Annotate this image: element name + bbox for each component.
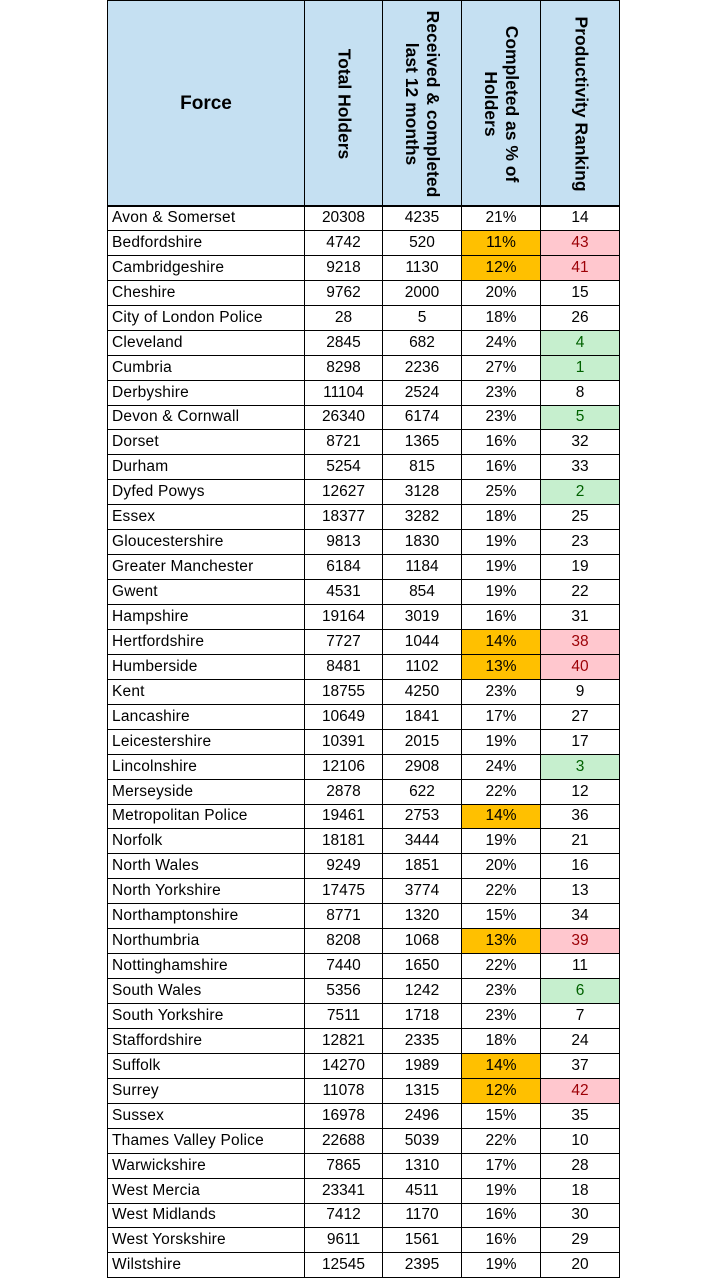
completed-pct-cell[interactable]: 11% (461, 231, 540, 255)
received-completed-cell[interactable]: 1841 (382, 705, 461, 729)
received-completed-cell[interactable]: 1044 (382, 630, 461, 654)
completed-pct-cell[interactable]: 19% (461, 530, 540, 554)
force-cell[interactable]: Devon & Cornwall (107, 406, 304, 430)
total-holders-cell[interactable]: 10649 (304, 705, 382, 729)
received-completed-cell[interactable]: 1989 (382, 1054, 461, 1078)
productivity-ranking-cell[interactable]: 25 (540, 505, 620, 529)
total-holders-cell[interactable]: 26340 (304, 406, 382, 430)
received-completed-cell[interactable]: 5039 (382, 1129, 461, 1153)
completed-pct-cell[interactable]: 23% (461, 680, 540, 704)
total-holders-cell[interactable]: 7440 (304, 954, 382, 978)
total-holders-cell[interactable]: 7865 (304, 1154, 382, 1178)
force-cell[interactable]: Thames Valley Police (107, 1129, 304, 1153)
table-row (107, 954, 620, 979)
header-completed-pct[interactable] (462, 1, 541, 207)
table-row (107, 1029, 620, 1054)
completed-pct-cell[interactable]: 12% (461, 1079, 540, 1103)
table-row (107, 206, 620, 231)
received-completed-cell[interactable]: 2335 (382, 1029, 461, 1053)
table-row (107, 755, 620, 780)
productivity-ranking-cell[interactable]: 17 (540, 730, 620, 754)
completed-pct-cell[interactable]: 21% (461, 207, 540, 230)
table-row (107, 630, 620, 655)
force-cell[interactable]: Humberside (107, 655, 304, 679)
productivity-ranking-cell[interactable]: 18 (540, 1179, 620, 1203)
completed-pct-cell[interactable]: 19% (461, 1253, 540, 1277)
productivity-ranking-cell[interactable]: 22 (540, 580, 620, 604)
table-row (107, 1004, 620, 1029)
force-cell[interactable]: Dorset (107, 430, 304, 454)
received-completed-cell[interactable]: 6174 (382, 406, 461, 430)
received-completed-cell[interactable]: 4250 (382, 680, 461, 704)
force-cell[interactable]: Nottinghamshire (107, 954, 304, 978)
total-holders-cell[interactable]: 5356 (304, 979, 382, 1003)
table-row (107, 430, 620, 455)
received-completed-cell[interactable]: 1310 (382, 1154, 461, 1178)
total-holders-cell[interactable]: 19164 (304, 605, 382, 629)
completed-pct-cell[interactable]: 23% (461, 979, 540, 1003)
completed-pct-cell[interactable]: 16% (461, 1204, 540, 1228)
force-cell[interactable]: Greater Manchester (107, 555, 304, 579)
received-completed-cell[interactable]: 622 (382, 780, 461, 804)
received-completed-cell[interactable]: 2496 (382, 1104, 461, 1128)
productivity-ranking-cell[interactable]: 34 (540, 904, 620, 928)
total-holders-cell[interactable]: 11078 (304, 1079, 382, 1103)
completed-pct-cell[interactable]: 16% (461, 455, 540, 479)
total-holders-cell[interactable]: 22688 (304, 1129, 382, 1153)
total-holders-cell[interactable]: 4742 (304, 231, 382, 255)
total-holders-cell[interactable]: 16978 (304, 1104, 382, 1128)
productivity-ranking-cell[interactable]: 38 (540, 630, 620, 654)
total-holders-cell[interactable]: 9813 (304, 530, 382, 554)
total-holders-cell[interactable]: 18377 (304, 505, 382, 529)
table-row (107, 1129, 620, 1154)
force-cell[interactable]: West Midlands (107, 1204, 304, 1228)
received-completed-cell[interactable]: 1320 (382, 904, 461, 928)
force-cell[interactable]: Gwent (107, 580, 304, 604)
force-cell[interactable]: Staffordshire (107, 1029, 304, 1053)
completed-pct-cell[interactable]: 16% (461, 430, 540, 454)
header-productivity-ranking[interactable] (541, 1, 621, 207)
received-completed-cell[interactable]: 1102 (382, 655, 461, 679)
force-cell[interactable]: Leicestershire (107, 730, 304, 754)
force-cell[interactable]: Hertfordshire (107, 630, 304, 654)
received-completed-cell[interactable]: 4235 (382, 207, 461, 230)
productivity-ranking-cell[interactable]: 27 (540, 705, 620, 729)
received-completed-cell[interactable]: 1242 (382, 979, 461, 1003)
total-holders-cell[interactable]: 19461 (304, 805, 382, 829)
table-row (107, 1079, 620, 1104)
table-row (107, 979, 620, 1004)
total-holders-cell[interactable]: 9218 (304, 256, 382, 280)
received-completed-cell[interactable]: 1184 (382, 555, 461, 579)
received-completed-cell[interactable]: 3444 (382, 829, 461, 853)
table-body (107, 206, 620, 1278)
completed-pct-cell[interactable]: 25% (461, 480, 540, 504)
received-completed-cell[interactable]: 2753 (382, 805, 461, 829)
completed-pct-cell[interactable]: 27% (461, 356, 540, 380)
total-holders-cell[interactable]: 8208 (304, 929, 382, 953)
completed-pct-cell[interactable]: 15% (461, 904, 540, 928)
total-holders-cell[interactable]: 9611 (304, 1228, 382, 1252)
force-cell[interactable]: Suffolk (107, 1054, 304, 1078)
total-holders-cell[interactable]: 8481 (304, 655, 382, 679)
table-row (107, 605, 620, 630)
productivity-ranking-cell[interactable]: 40 (540, 655, 620, 679)
force-cell[interactable]: Kent (107, 680, 304, 704)
total-holders-cell[interactable]: 9762 (304, 281, 382, 305)
productivity-ranking-cell[interactable]: 39 (540, 929, 620, 953)
productivity-ranking-cell[interactable]: 28 (540, 1154, 620, 1178)
force-cell[interactable]: North Yorkshire (107, 879, 304, 903)
productivity-ranking-cell[interactable]: 6 (540, 979, 620, 1003)
completed-pct-cell[interactable]: 14% (461, 630, 540, 654)
completed-pct-cell[interactable]: 22% (461, 879, 540, 903)
productivity-ranking-cell[interactable]: 3 (540, 755, 620, 779)
completed-pct-cell[interactable]: 12% (461, 256, 540, 280)
total-holders-cell[interactable]: 2845 (304, 331, 382, 355)
completed-pct-cell[interactable]: 18% (461, 306, 540, 330)
table-row (107, 1253, 620, 1278)
completed-pct-cell[interactable]: 14% (461, 805, 540, 829)
total-holders-cell[interactable]: 23341 (304, 1179, 382, 1203)
received-completed-cell[interactable]: 5 (382, 306, 461, 330)
productivity-ranking-cell[interactable]: 21 (540, 829, 620, 853)
table-row (107, 306, 620, 331)
table-header (107, 0, 620, 206)
header-received-completed-label: Received & completed last 12 months (402, 10, 443, 198)
completed-pct-cell[interactable]: 18% (461, 1029, 540, 1053)
header-completed-pct-label: Completed as % of Holders (481, 25, 522, 183)
force-cell[interactable]: Cleveland (107, 331, 304, 355)
header-productivity-ranking-label: Productivity Ranking (571, 16, 592, 192)
total-holders-cell[interactable]: 8721 (304, 430, 382, 454)
productivity-ranking-cell[interactable]: 24 (540, 1029, 620, 1053)
force-cell[interactable]: Sussex (107, 1104, 304, 1128)
table-row (107, 655, 620, 680)
completed-pct-cell[interactable]: 24% (461, 755, 540, 779)
total-holders-cell[interactable]: 17475 (304, 879, 382, 903)
force-cell[interactable]: Bedfordshire (107, 231, 304, 255)
received-completed-cell[interactable]: 1170 (382, 1204, 461, 1228)
total-holders-cell[interactable]: 8771 (304, 904, 382, 928)
total-holders-cell[interactable]: 5254 (304, 455, 382, 479)
received-completed-cell[interactable]: 1830 (382, 530, 461, 554)
received-completed-cell[interactable]: 2908 (382, 755, 461, 779)
total-holders-cell[interactable]: 11104 (304, 381, 382, 405)
completed-pct-cell[interactable]: 22% (461, 954, 540, 978)
table-row (107, 530, 620, 555)
productivity-ranking-cell[interactable]: 20 (540, 1253, 620, 1277)
table-row (107, 231, 620, 256)
completed-pct-cell[interactable]: 24% (461, 331, 540, 355)
received-completed-cell[interactable]: 3774 (382, 879, 461, 903)
productivity-ranking-cell[interactable]: 42 (540, 1079, 620, 1103)
completed-pct-cell[interactable]: 15% (461, 1104, 540, 1128)
force-cell[interactable]: Avon & Somerset (107, 207, 304, 230)
force-cell[interactable]: Cambridgeshire (107, 256, 304, 280)
completed-pct-cell[interactable]: 22% (461, 780, 540, 804)
total-holders-cell[interactable]: 12545 (304, 1253, 382, 1277)
total-holders-cell[interactable]: 14270 (304, 1054, 382, 1078)
table-row (107, 780, 620, 805)
total-holders-cell[interactable]: 7727 (304, 630, 382, 654)
received-completed-cell[interactable]: 1851 (382, 854, 461, 878)
total-holders-cell[interactable]: 28 (304, 306, 382, 330)
received-completed-cell[interactable]: 3282 (382, 505, 461, 529)
received-completed-cell[interactable]: 1718 (382, 1004, 461, 1028)
table-row (107, 381, 620, 406)
received-completed-cell[interactable]: 1365 (382, 430, 461, 454)
force-cell[interactable]: Northumbria (107, 929, 304, 953)
received-completed-cell[interactable]: 3128 (382, 480, 461, 504)
table-row (107, 1179, 620, 1204)
total-holders-cell[interactable]: 4531 (304, 580, 382, 604)
force-cell[interactable]: City of London Police (107, 306, 304, 330)
total-holders-cell[interactable]: 2878 (304, 780, 382, 804)
table-row (107, 555, 620, 580)
completed-pct-cell[interactable]: 17% (461, 1154, 540, 1178)
received-completed-cell[interactable]: 4511 (382, 1179, 461, 1203)
completed-pct-cell[interactable]: 19% (461, 555, 540, 579)
productivity-ranking-cell[interactable]: 31 (540, 605, 620, 629)
received-completed-cell[interactable]: 3019 (382, 605, 461, 629)
received-completed-cell[interactable]: 2000 (382, 281, 461, 305)
force-cell[interactable]: Metropolitan Police (107, 805, 304, 829)
productivity-ranking-cell[interactable]: 1 (540, 356, 620, 380)
force-cell[interactable]: Surrey (107, 1079, 304, 1103)
table-row (107, 580, 620, 605)
completed-pct-cell[interactable]: 13% (461, 929, 540, 953)
received-completed-cell[interactable]: 1315 (382, 1079, 461, 1103)
total-holders-cell[interactable]: 18181 (304, 829, 382, 853)
productivity-ranking-cell[interactable]: 35 (540, 1104, 620, 1128)
table-row (107, 1104, 620, 1129)
total-holders-cell[interactable]: 8298 (304, 356, 382, 380)
force-cell[interactable]: Durham (107, 455, 304, 479)
total-holders-cell[interactable]: 12106 (304, 755, 382, 779)
table-row (107, 705, 620, 730)
force-cell[interactable]: North Wales (107, 854, 304, 878)
table-row (107, 356, 620, 381)
total-holders-cell[interactable]: 10391 (304, 730, 382, 754)
productivity-ranking-cell[interactable]: 41 (540, 256, 620, 280)
productivity-ranking-cell[interactable]: 19 (540, 555, 620, 579)
productivity-ranking-cell[interactable]: 16 (540, 854, 620, 878)
header-force[interactable] (108, 1, 305, 207)
received-completed-cell[interactable]: 2236 (382, 356, 461, 380)
table-row (107, 480, 620, 505)
productivity-ranking-cell[interactable]: 9 (540, 680, 620, 704)
force-cell[interactable]: West Mercia (107, 1179, 304, 1203)
productivity-ranking-cell[interactable]: 23 (540, 530, 620, 554)
header-received-completed[interactable] (383, 1, 462, 207)
force-cell[interactable]: Derbyshire (107, 381, 304, 405)
table-row (107, 455, 620, 480)
productivity-ranking-cell[interactable]: 13 (540, 879, 620, 903)
force-cell[interactable]: Dyfed Powys (107, 480, 304, 504)
completed-pct-cell[interactable]: 18% (461, 505, 540, 529)
received-completed-cell[interactable]: 2015 (382, 730, 461, 754)
completed-pct-cell[interactable]: 19% (461, 580, 540, 604)
total-holders-cell[interactable]: 12821 (304, 1029, 382, 1053)
table-row (107, 1228, 620, 1253)
completed-pct-cell[interactable]: 20% (461, 281, 540, 305)
table-row (107, 879, 620, 904)
productivity-ranking-cell[interactable]: 10 (540, 1129, 620, 1153)
total-holders-cell[interactable]: 9249 (304, 854, 382, 878)
table-row (107, 256, 620, 281)
force-cell[interactable]: Northamptonshire (107, 904, 304, 928)
table-row (107, 730, 620, 755)
completed-pct-cell[interactable]: 20% (461, 854, 540, 878)
productivity-ranking-cell[interactable]: 29 (540, 1228, 620, 1252)
table-row (107, 331, 620, 356)
completed-pct-cell[interactable]: 19% (461, 829, 540, 853)
total-holders-cell[interactable]: 7511 (304, 1004, 382, 1028)
table-row (107, 929, 620, 954)
productivity-ranking-cell[interactable]: 4 (540, 331, 620, 355)
force-cell[interactable]: Lancashire (107, 705, 304, 729)
received-completed-cell[interactable]: 520 (382, 231, 461, 255)
table-row (107, 1154, 620, 1179)
productivity-ranking-cell[interactable]: 2 (540, 480, 620, 504)
force-cell[interactable]: Merseyside (107, 780, 304, 804)
table-row (107, 505, 620, 530)
header-total-holders[interactable] (305, 1, 383, 207)
header-force-label: Force (180, 93, 232, 114)
completed-pct-cell[interactable]: 14% (461, 1054, 540, 1078)
productivity-ranking-cell[interactable]: 15 (540, 281, 620, 305)
force-cell[interactable]: South Wales (107, 979, 304, 1003)
completed-pct-cell[interactable]: 19% (461, 730, 540, 754)
productivity-ranking-cell[interactable]: 33 (540, 455, 620, 479)
completed-pct-cell[interactable]: 23% (461, 381, 540, 405)
productivity-ranking-cell[interactable]: 8 (540, 381, 620, 405)
table-row (107, 904, 620, 929)
received-completed-cell[interactable]: 1130 (382, 256, 461, 280)
productivity-ranking-cell[interactable]: 26 (540, 306, 620, 330)
received-completed-cell[interactable]: 1650 (382, 954, 461, 978)
table-row (107, 805, 620, 830)
completed-pct-cell[interactable]: 16% (461, 605, 540, 629)
force-cell[interactable]: Norfolk (107, 829, 304, 853)
force-cell[interactable]: Wilstshire (107, 1253, 304, 1277)
completed-pct-cell[interactable]: 13% (461, 655, 540, 679)
table-row (107, 829, 620, 854)
total-holders-cell[interactable]: 12627 (304, 480, 382, 504)
header-total-holders-label: Total Holders (334, 48, 354, 160)
total-holders-cell[interactable]: 20308 (304, 207, 382, 230)
force-cell[interactable]: West Yorskshire (107, 1228, 304, 1252)
productivity-ranking-cell[interactable]: 11 (540, 954, 620, 978)
force-cell[interactable]: Essex (107, 505, 304, 529)
table-row (107, 1204, 620, 1229)
total-holders-cell[interactable]: 6184 (304, 555, 382, 579)
force-cell[interactable]: Warwickshire (107, 1154, 304, 1178)
received-completed-cell[interactable]: 2524 (382, 381, 461, 405)
completed-pct-cell[interactable]: 17% (461, 705, 540, 729)
productivity-ranking-cell[interactable]: 5 (540, 406, 620, 430)
force-cell[interactable]: Gloucestershire (107, 530, 304, 554)
completed-pct-cell[interactable]: 19% (461, 1179, 540, 1203)
received-completed-cell[interactable]: 682 (382, 331, 461, 355)
completed-pct-cell[interactable]: 23% (461, 406, 540, 430)
total-holders-cell[interactable]: 7412 (304, 1204, 382, 1228)
force-cell[interactable]: Lincolnshire (107, 755, 304, 779)
force-table (107, 0, 620, 1279)
productivity-ranking-cell[interactable]: 43 (540, 231, 620, 255)
productivity-ranking-cell[interactable]: 32 (540, 430, 620, 454)
received-completed-cell[interactable]: 1561 (382, 1228, 461, 1252)
productivity-ranking-cell[interactable]: 37 (540, 1054, 620, 1078)
force-cell[interactable]: Hampshire (107, 605, 304, 629)
completed-pct-cell[interactable]: 22% (461, 1129, 540, 1153)
force-cell[interactable]: South Yorkshire (107, 1004, 304, 1028)
received-completed-cell[interactable]: 815 (382, 455, 461, 479)
table-row (107, 406, 620, 431)
productivity-ranking-cell[interactable]: 7 (540, 1004, 620, 1028)
received-completed-cell[interactable]: 1068 (382, 929, 461, 953)
force-cell[interactable]: Cheshire (107, 281, 304, 305)
force-cell[interactable]: Cumbria (107, 356, 304, 380)
table-row (107, 854, 620, 879)
received-completed-cell[interactable]: 2395 (382, 1253, 461, 1277)
table-row (107, 1054, 620, 1079)
table-row (107, 680, 620, 705)
total-holders-cell[interactable]: 18755 (304, 680, 382, 704)
received-completed-cell[interactable]: 854 (382, 580, 461, 604)
productivity-ranking-cell[interactable]: 30 (540, 1204, 620, 1228)
completed-pct-cell[interactable]: 16% (461, 1228, 540, 1252)
completed-pct-cell[interactable]: 23% (461, 1004, 540, 1028)
productivity-ranking-cell[interactable]: 36 (540, 805, 620, 829)
productivity-ranking-cell[interactable]: 14 (540, 207, 620, 230)
table-row (107, 281, 620, 306)
productivity-ranking-cell[interactable]: 12 (540, 780, 620, 804)
